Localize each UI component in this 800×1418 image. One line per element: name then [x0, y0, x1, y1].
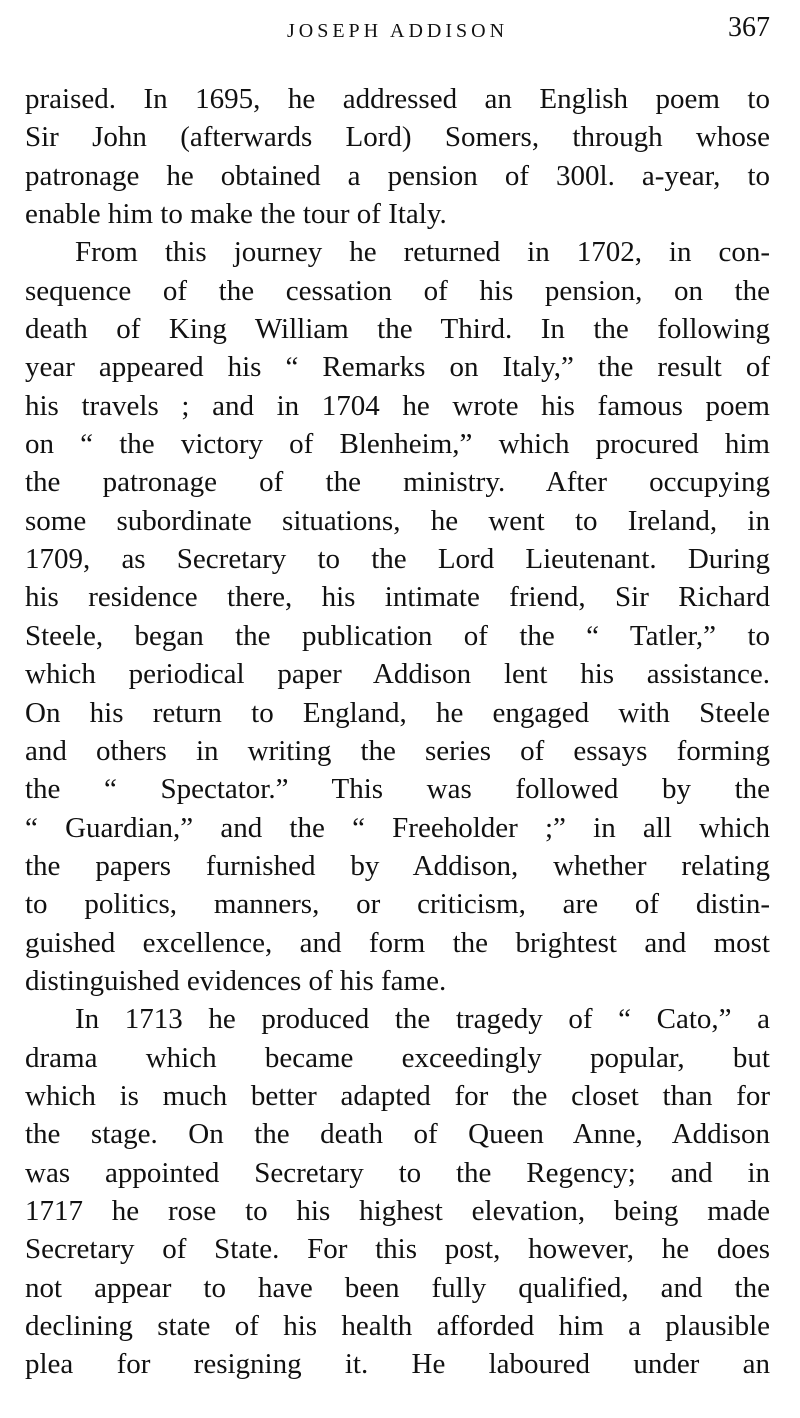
text-line: was appointed Secretary to the Regency; and in: [25, 1156, 770, 1189]
text-line: praised. In 1695, he addressed an English poem to: [25, 83, 770, 115]
text-line: and others in writing the series of essays forming: [25, 734, 770, 767]
text-line: drama which became exceedingly popular, but: [25, 1041, 770, 1074]
text-line: patronage he obtained a pension of 300l. a-year, to: [25, 159, 770, 192]
page-number: 367: [728, 12, 770, 43]
text-line: distinguished evidences of his fame.: [25, 964, 447, 997]
running-title: JOSEPH ADDISON: [286, 20, 509, 42]
text-line: Steele, began the publication of the “ Tatler,” to: [25, 619, 770, 652]
text-line: declining state of his health afforded him a plausible: [25, 1310, 770, 1342]
text-line: the stage. On the death of Queen Anne, Addison: [25, 1118, 770, 1151]
text-line: In 1713 he produced the tragedy of “ Cato,” a: [75, 1003, 770, 1036]
text-line: plea for resigning it. He laboured under an: [25, 1348, 770, 1381]
text-line: death of King William the Third. In the following: [25, 313, 770, 346]
text-line: his residence there, his intimate friend, Sir Richard: [25, 581, 770, 614]
text-line: 1709, as Secretary to the Lord Lieutenant. During: [25, 543, 770, 576]
text-line: on “ the victory of Blenheim,” which procured him: [25, 428, 770, 461]
body-text: [25, 80, 770, 1384]
text-line: On his return to England, he engaged with Steele: [25, 696, 770, 729]
text-line: which periodical paper Addison lent his assistance.: [25, 658, 770, 691]
text-line: not appear to have been fully qualified, and the: [25, 1271, 770, 1304]
text-line: enable him to make the tour of Italy.: [25, 198, 447, 231]
page-header: [25, 10, 770, 50]
text-line: some subordinate situations, he went to Ireland, in: [25, 504, 770, 537]
text-line: to politics, manners, or criticism, are of distin-: [25, 888, 770, 921]
text-line: “ Guardian,” and the “ Freeholder ;” in all which: [25, 811, 770, 844]
text-line: Sir John (afterwards Lord) Somers, through whose: [25, 121, 770, 154]
text-line: sequence of the cessation of his pension, on the: [25, 274, 770, 307]
text-line: the “ Spectator.” This was followed by the: [25, 773, 770, 806]
text-line: the patronage of the ministry. After occupying: [25, 466, 770, 499]
text-line: Secretary of State. For this post, however, he does: [25, 1233, 770, 1266]
text-line: 1717 he rose to his highest elevation, being made: [25, 1194, 770, 1227]
text-line: which is much better adapted for the closet than for: [25, 1079, 770, 1112]
text-line: guished excellence, and form the brightest and most: [25, 926, 770, 959]
text-line: From this journey he returned in 1702, in con-: [75, 236, 770, 269]
text-line: year appeared his “ Remarks on Italy,” the result of: [25, 351, 770, 384]
text-line: his travels ; and in 1704 he wrote his famous poem: [25, 389, 770, 422]
text-line: the papers furnished by Addison, whether relating: [25, 849, 770, 882]
